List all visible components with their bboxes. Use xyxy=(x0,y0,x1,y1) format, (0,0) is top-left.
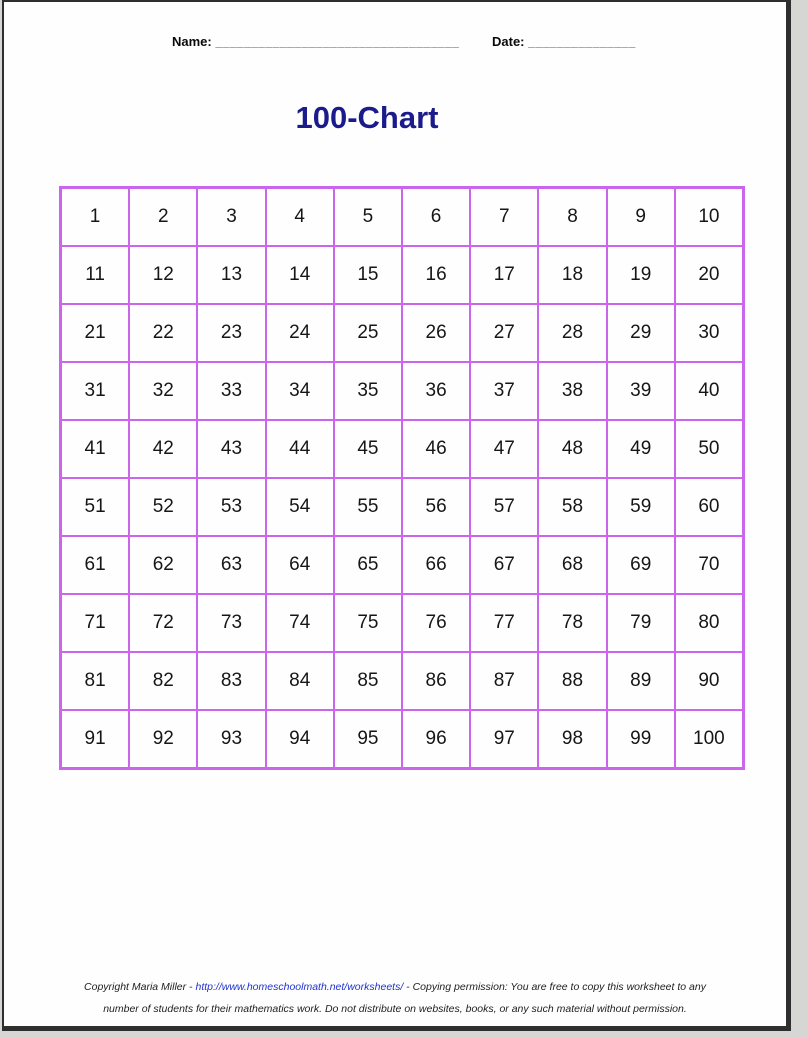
grid-cell-36: 36 xyxy=(403,363,469,419)
name-blank-line: __________________________________ xyxy=(215,35,460,49)
grid-cell-22: 22 xyxy=(130,305,196,361)
grid-cell-98: 98 xyxy=(539,711,605,767)
grid-cell-95: 95 xyxy=(335,711,401,767)
footer-copyright xyxy=(4,976,786,1020)
grid-cell-12: 12 xyxy=(130,247,196,303)
grid-cell-45: 45 xyxy=(335,421,401,477)
copyright-prefix: Copyright Maria Miller - xyxy=(84,981,196,993)
grid-cell-17: 17 xyxy=(471,247,537,303)
grid-cell-87: 87 xyxy=(471,653,537,709)
grid-cell-61: 61 xyxy=(62,537,128,593)
grid-cell-49: 49 xyxy=(608,421,674,477)
grid-cell-76: 76 xyxy=(403,595,469,651)
date-label: Date: xyxy=(492,34,525,49)
grid-cell-88: 88 xyxy=(539,653,605,709)
grid-cell-25: 25 xyxy=(335,305,401,361)
grid-cell-7: 7 xyxy=(471,189,537,245)
grid-cell-77: 77 xyxy=(471,595,537,651)
grid-cell-15: 15 xyxy=(335,247,401,303)
grid-cell-4: 4 xyxy=(267,189,333,245)
grid-cell-94: 94 xyxy=(267,711,333,767)
grid-cell-63: 63 xyxy=(198,537,264,593)
grid-cell-65: 65 xyxy=(335,537,401,593)
grid-cell-14: 14 xyxy=(267,247,333,303)
copyright-suffix: - Copying permission: You are free to copy this worksheet to any xyxy=(403,981,706,993)
grid-cell-30: 30 xyxy=(676,305,742,361)
grid-cell-62: 62 xyxy=(130,537,196,593)
grid-cell-99: 99 xyxy=(608,711,674,767)
copyright-line1 xyxy=(4,976,786,998)
grid-cell-24: 24 xyxy=(267,305,333,361)
name-field-group xyxy=(172,34,459,49)
grid-cell-71: 71 xyxy=(62,595,128,651)
grid-cell-84: 84 xyxy=(267,653,333,709)
grid-cell-2: 2 xyxy=(130,189,196,245)
grid-cell-43: 43 xyxy=(198,421,264,477)
grid-cell-3: 3 xyxy=(198,189,264,245)
copyright-line2: number of students for their mathematics work. Do not distribute on websites, books, or any such material without permission. xyxy=(103,1003,687,1015)
grid-cell-73: 73 xyxy=(198,595,264,651)
date-field-group xyxy=(492,34,636,49)
grid-cell-56: 56 xyxy=(403,479,469,535)
grid-cell-39: 39 xyxy=(608,363,674,419)
grid-cell-52: 52 xyxy=(130,479,196,535)
grid-cell-8: 8 xyxy=(539,189,605,245)
grid-cell-57: 57 xyxy=(471,479,537,535)
grid-cell-53: 53 xyxy=(198,479,264,535)
grid-cell-34: 34 xyxy=(267,363,333,419)
grid-cell-16: 16 xyxy=(403,247,469,303)
grid-cell-5: 5 xyxy=(335,189,401,245)
grid-cell-29: 29 xyxy=(608,305,674,361)
header-line xyxy=(4,34,786,54)
grid-cell-81: 81 xyxy=(62,653,128,709)
name-label: Name: xyxy=(172,34,212,49)
grid-cell-66: 66 xyxy=(403,537,469,593)
grid-cell-67: 67 xyxy=(471,537,537,593)
grid-cell-82: 82 xyxy=(130,653,196,709)
grid-cell-35: 35 xyxy=(335,363,401,419)
worksheet-page xyxy=(2,0,791,1031)
grid-cell-19: 19 xyxy=(608,247,674,303)
grid-cell-26: 26 xyxy=(403,305,469,361)
grid-cell-51: 51 xyxy=(62,479,128,535)
grid-cell-91: 91 xyxy=(62,711,128,767)
grid-cell-85: 85 xyxy=(335,653,401,709)
grid-cell-6: 6 xyxy=(403,189,469,245)
title-wrap xyxy=(0,100,758,136)
grid-cell-50: 50 xyxy=(676,421,742,477)
grid-cell-70: 70 xyxy=(676,537,742,593)
grid-cell-9: 9 xyxy=(608,189,674,245)
grid-cell-47: 47 xyxy=(471,421,537,477)
date-blank-line: _______________ xyxy=(528,35,636,49)
grid-cell-37: 37 xyxy=(471,363,537,419)
grid-cell-31: 31 xyxy=(62,363,128,419)
grid-cell-48: 48 xyxy=(539,421,605,477)
worksheets-link[interactable]: http://www.homeschoolmath.net/worksheets/ xyxy=(195,981,404,993)
grid-cell-23: 23 xyxy=(198,305,264,361)
grid-cell-89: 89 xyxy=(608,653,674,709)
grid-cell-92: 92 xyxy=(130,711,196,767)
grid-cell-44: 44 xyxy=(267,421,333,477)
grid-cell-41: 41 xyxy=(62,421,128,477)
grid-cell-60: 60 xyxy=(676,479,742,535)
grid-cell-96: 96 xyxy=(403,711,469,767)
grid-cell-46: 46 xyxy=(403,421,469,477)
grid-cell-32: 32 xyxy=(130,363,196,419)
grid-cell-21: 21 xyxy=(62,305,128,361)
grid-cell-72: 72 xyxy=(130,595,196,651)
grid-cell-90: 90 xyxy=(676,653,742,709)
grid-cell-69: 69 xyxy=(608,537,674,593)
grid-cell-78: 78 xyxy=(539,595,605,651)
grid-cell-1: 1 xyxy=(62,189,128,245)
grid-cell-93: 93 xyxy=(198,711,264,767)
grid-cell-59: 59 xyxy=(608,479,674,535)
grid-cell-54: 54 xyxy=(267,479,333,535)
grid-cell-38: 38 xyxy=(539,363,605,419)
page-title: 100-Chart xyxy=(295,100,439,135)
grid-cell-100: 100 xyxy=(676,711,742,767)
grid-cell-83: 83 xyxy=(198,653,264,709)
grid-cell-27: 27 xyxy=(471,305,537,361)
grid-cell-64: 64 xyxy=(267,537,333,593)
grid-cell-86: 86 xyxy=(403,653,469,709)
grid-cell-33: 33 xyxy=(198,363,264,419)
grid-cell-13: 13 xyxy=(198,247,264,303)
grid-cell-75: 75 xyxy=(335,595,401,651)
grid-cell-80: 80 xyxy=(676,595,742,651)
grid-cell-18: 18 xyxy=(539,247,605,303)
hundred-chart-grid xyxy=(59,186,745,770)
grid-cell-68: 68 xyxy=(539,537,605,593)
grid-cell-55: 55 xyxy=(335,479,401,535)
grid-cell-58: 58 xyxy=(539,479,605,535)
grid-cell-10: 10 xyxy=(676,189,742,245)
grid-cell-79: 79 xyxy=(608,595,674,651)
grid-cell-42: 42 xyxy=(130,421,196,477)
grid-cell-97: 97 xyxy=(471,711,537,767)
grid-cell-74: 74 xyxy=(267,595,333,651)
grid-cell-11: 11 xyxy=(62,247,128,303)
grid-cell-28: 28 xyxy=(539,305,605,361)
grid-cell-40: 40 xyxy=(676,363,742,419)
grid-cell-20: 20 xyxy=(676,247,742,303)
